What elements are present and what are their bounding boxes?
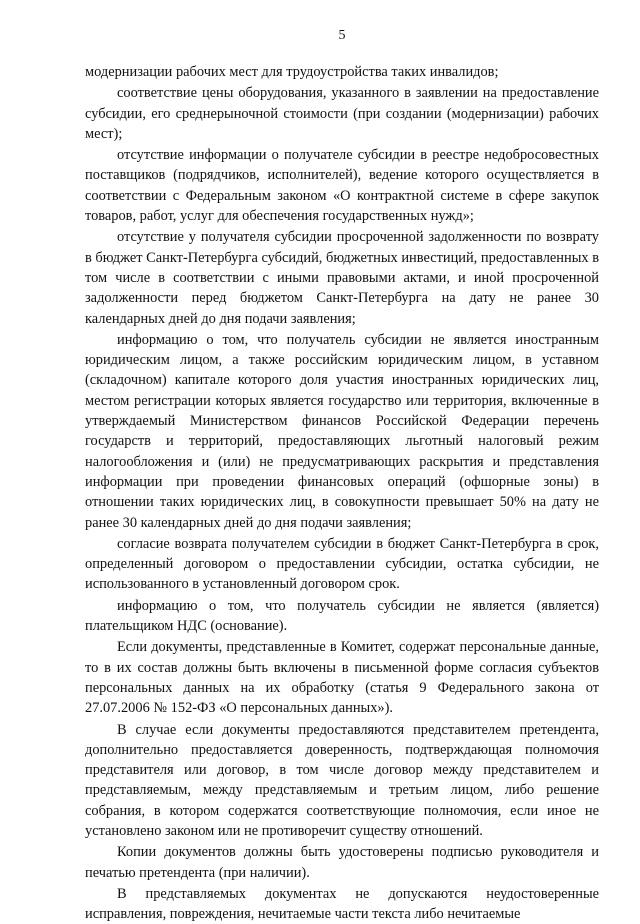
paragraph-3: отсутствие информации о получателе субсидии в реестре недобросовестных поставщиков (подрядчиков, исполнителей), ведение которого осуществляется в соответствии с Федеральным законом «О контрактной системе в сфере закупок товаров, работ, услуг для обеспечения государственных нужд»; [85,147,599,225]
paragraph-6: согласие возврата получателем субсидии в бюджет Санкт-Петербурга в срок, определенный договором о предоставлении субсидии, остатка субсидии, не использованного в установленный договором срок. [85,535,599,593]
paragraph-8: Если документы, представленные в Комитет, содержат персональные данные, то в их состав должны быть включены в письменной форме согласия субъектов персональных данных на их обработку (статья 9 Федерального закона от 27.07.2006 № 152-ФЗ «О персональных данных»). [85,639,599,717]
page-number: 5 [338,28,346,43]
paragraph-4: отсутствие у получателя субсидии просроченной задолженности по возврату в бюджет Санкт-Петербурга субсидий, бюджетных инвестиций, предоставленных в том числе в соответствии с иными правовыми актами, и иной просроченной задолженности перед бюджетом Санкт-Петербурга на дату не ранее 30 календарных дней до дня подачи заявления; [85,229,599,327]
paragraph-5: информацию о том, что получатель субсидии не является иностранным юридическим лицом, а также российским юридическим лицом, в уставном (складочном) капитале которого доля участия иностранных юридических лиц, местом регистрации которых является государство или территория, включенные в утверждаемый Министерством финансов Российской Федерации перечень государств и территорий, предоставляющих льготный налоговый режим налогообложения и (или) не предусматривающих раскрытия и представления информации при проведении финансовых операций (офшорные зоны) в отношении таких юридических лиц, в совокупности превышает 50% на дату не ранее 30 календарных дней до дня подачи заявления; [85,331,599,531]
paragraph-7: информацию о том, что получатель субсидии не является (является) плательщиком НДС (основание). [85,597,599,635]
paragraph-2: соответствие цены оборудования, указанного в заявлении на предоставление субсидии, его среднерыночной стоимости (при создании (модернизации) рабочих мест); [85,85,599,142]
document-page [85,28,599,924]
paragraph-11: В представляемых документах не допускаются неудостоверенные исправления, повреждения, нечитаемые части текста либо нечитаемые [85,885,599,923]
paragraph-10: Копии документов должны быть удостоверены подписью руководителя и печатью претендента (при наличии). [85,844,599,881]
paragraph-9: В случае если документы предоставляются представителем претендента, дополнительно предоставляется доверенность, подтверждающая полномочия представителя или договор, в том числе договор между представителем и представляемым, между представляемым и третьим лицом, либо решение собрания, в котором содержатся соответствующие полномочия, если иное не установлено законом или не противоречит существу отношений. [85,721,599,839]
paragraph-1: модернизации рабочих мест для трудоустройства таких инвалидов; [85,64,499,80]
